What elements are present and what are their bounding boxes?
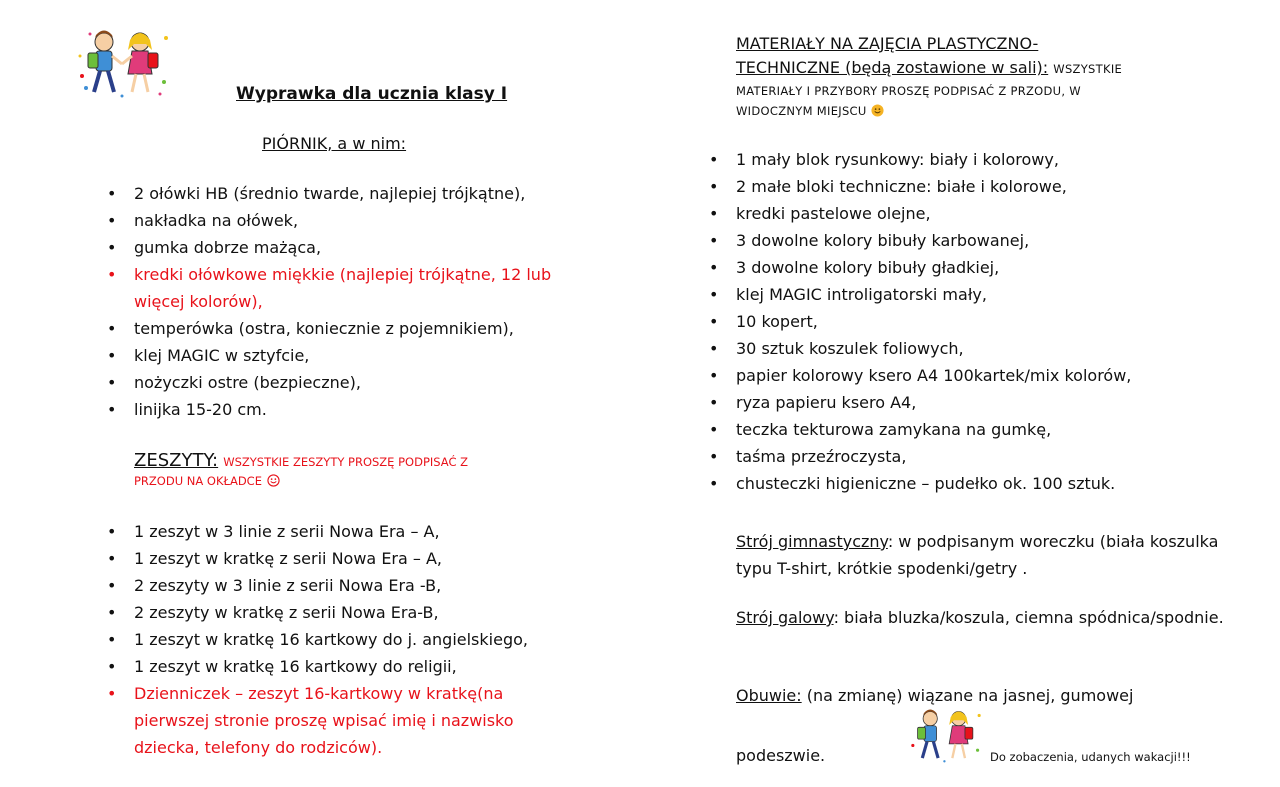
list-item: • ryza papieru ksero A4, bbox=[736, 389, 1256, 416]
list-item: • 1 zeszyt w kratkę 16 kartkowy do j. angielskiego, bbox=[134, 626, 634, 653]
list-item: dziecka, telefony do rodziców). bbox=[134, 738, 383, 757]
kids-with-backpacks-icon bbox=[76, 26, 172, 102]
kids-with-backpacks-icon bbox=[908, 706, 984, 766]
materialy-heading-line2: TECHNICZNE (będą zostawione w sali): bbox=[736, 58, 1049, 77]
list-item: • 1 zeszyt w kratkę 16 kartkowy do religii, bbox=[134, 653, 634, 680]
obuwie-continuation: podeszwie. bbox=[736, 746, 826, 765]
zeszyty-heading-block bbox=[134, 452, 604, 490]
list-item: • klej MAGIC introligatorski mały, bbox=[736, 281, 1256, 308]
list-item: • kredki pastelowe olejne, bbox=[736, 200, 1256, 227]
smiley-icon bbox=[267, 474, 280, 487]
stroj-gim-text: : w podpisanym woreczku (biała koszulka typu T-shirt, krótkie spodenki/getry . bbox=[736, 532, 1219, 578]
stroj-gimnastyczny bbox=[736, 528, 1236, 582]
materialy-heading-line1: MATERIAŁY NA ZAJĘCIA PLASTYCZNO- bbox=[736, 34, 1039, 53]
smiley-icon bbox=[871, 104, 884, 117]
materialy-note3: WIDOCZNYM MIEJSCU bbox=[736, 104, 867, 118]
page-title: Wyprawka dla ucznia klasy I bbox=[236, 84, 508, 104]
zeszyty-list bbox=[134, 518, 634, 761]
piornik-list bbox=[134, 180, 634, 423]
materialy-note3-line bbox=[736, 101, 1236, 121]
obuwie-text: (na zmianę) wiązane na jasnej, gumowej bbox=[801, 686, 1134, 705]
list-item: • gumka dobrze mażąca, bbox=[134, 234, 634, 261]
list-item: • temperówka (ostra, koniecznie z pojemnikiem), bbox=[134, 315, 634, 342]
materialy-note1: WSZYSTKIE bbox=[1053, 62, 1123, 76]
list-item: • papier kolorowy ksero A4 100kartek/mix kolorów, bbox=[736, 362, 1256, 389]
list-item: • kredki ołówkowe miękkie (najlepiej trójkątne, 12 lub bbox=[134, 261, 634, 288]
list-item: • 3 dowolne kolory bibuły karbowanej, bbox=[736, 227, 1256, 254]
list-item: • 2 zeszyty w 3 linie z serii Nowa Era -B, bbox=[134, 572, 634, 599]
list-item: • teczka tekturowa zamykana na gumkę, bbox=[736, 416, 1256, 443]
list-item: • 2 ołówki HB (średnio twarde, najlepiej trójkątne), bbox=[134, 180, 634, 207]
list-item: • 2 zeszyty w kratkę z serii Nowa Era-B, bbox=[134, 599, 634, 626]
list-item: • 1 zeszyt w kratkę z serii Nowa Era – A, bbox=[134, 545, 634, 572]
list-item: • linijka 15-20 cm. bbox=[134, 396, 634, 423]
list-item: • chusteczki higieniczne – pudełko ok. 100 sztuk. bbox=[736, 470, 1256, 497]
list-item: • 1 mały blok rysunkowy: biały i kolorowy, bbox=[736, 146, 1256, 173]
list-item: • 10 kopert, bbox=[736, 308, 1256, 335]
zeszyty-heading: ZESZYTY: bbox=[134, 450, 219, 471]
list-item: • 1 zeszyt w 3 linie z serii Nowa Era – A, bbox=[134, 518, 634, 545]
materialy-heading-block bbox=[736, 32, 1236, 121]
materialy-note2: MATERIAŁY I PRZYBORY PROSZĘ PODPISAĆ Z PRZODU, W bbox=[736, 84, 1081, 98]
list-item: pierwszej stronie proszę wpisać imię i nazwisko bbox=[134, 711, 514, 730]
materialy-list bbox=[736, 146, 1256, 497]
list-item: • nożyczki ostre (bezpieczne), bbox=[134, 369, 634, 396]
farewell-text: Do zobaczenia, udanych wakacji!!! bbox=[990, 750, 1191, 764]
zeszyty-note-line1: WSZYSTKIE ZESZYTY PROSZĘ PODPISAĆ Z bbox=[223, 455, 469, 469]
stroj-gim-label: Strój gimnastyczny bbox=[736, 532, 888, 551]
list-item: • 2 małe bloki techniczne: białe i kolorowe, bbox=[736, 173, 1256, 200]
list-item: • taśma przeźroczysta, bbox=[736, 443, 1256, 470]
stroj-gal-text: : biała bluzka/koszula, ciemna spódnica/spodnie. bbox=[833, 608, 1224, 627]
list-item: więcej kolorów), bbox=[134, 292, 263, 311]
list-item: • 30 sztuk koszulek foliowych, bbox=[736, 335, 1256, 362]
zeszyty-note-line2: PRZODU NA OKŁADCE bbox=[134, 474, 262, 488]
obuwie bbox=[736, 682, 1236, 709]
list-item: • Dzienniczek – zeszyt 16-kartkowy w kratkę(na bbox=[134, 680, 634, 707]
list-item: • 3 dowolne kolory bibuły gładkiej, bbox=[736, 254, 1256, 281]
list-item: • klej MAGIC w sztyfcie, bbox=[134, 342, 634, 369]
list-item: • nakładka na ołówek, bbox=[134, 207, 634, 234]
stroj-gal-label: Strój galowy bbox=[736, 608, 834, 627]
obuwie-label: Obuwie: bbox=[736, 686, 802, 705]
stroj-galowy bbox=[736, 604, 1236, 631]
piornik-heading: PIÓRNIK, a w nim: bbox=[262, 134, 407, 153]
